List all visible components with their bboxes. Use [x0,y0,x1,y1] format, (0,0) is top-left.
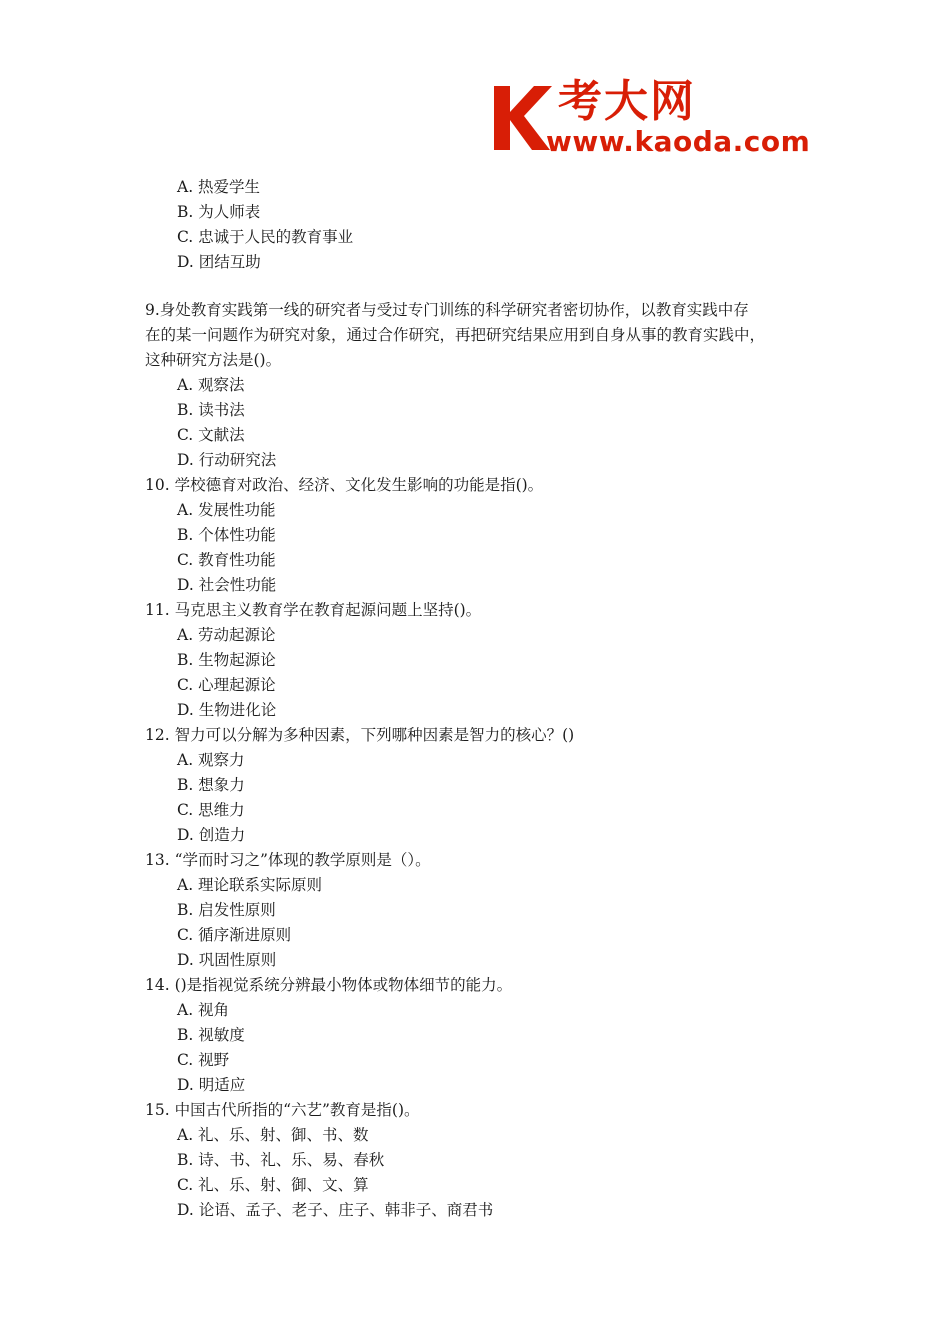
answer-option: A. 发展性功能 [177,501,276,519]
question-text: 9.身处教育实践第一线的研究者与受过专门训练的科学研究者密切协作，以教育实践中存 [145,301,749,319]
logo-k-icon [490,82,554,154]
question-text: 这种研究方法是()。 [145,351,282,369]
logo-chinese-text: 考大网 [558,76,696,127]
answer-option: C. 心理起源论 [177,676,276,694]
question-text: 11. 马克思主义教育学在教育起源问题上坚持()。 [145,601,482,619]
answer-option: C. 忠诚于人民的教育事业 [177,228,354,246]
question-text: 12. 智力可以分解为多种因素，下列哪种因素是智力的核心？() [145,726,575,744]
spacer [145,275,825,298]
answer-option: D. 行动研究法 [177,451,277,469]
answer-option: C. 思维力 [177,801,245,819]
answer-option: B. 诗、书、礼、乐、易、春秋 [177,1151,385,1169]
answer-option: A. 观察法 [177,376,245,394]
logo-url-text: www.kaoda.com [546,125,811,158]
answer-option: D. 生物进化论 [177,701,277,719]
answer-option: A. 礼、乐、射、御、书、数 [177,1126,369,1144]
answer-option: A. 理论联系实际原则 [177,876,323,894]
answer-option: B. 想象力 [177,776,245,794]
answer-option: B. 生物起源论 [177,651,276,669]
answer-option: B. 启发性原则 [177,901,276,919]
answer-option: D. 社会性功能 [177,576,277,594]
answer-option: D. 论语、孟子、老子、庄子、韩非子、商君书 [177,1201,494,1219]
answer-option: A. 观察力 [177,751,245,769]
answer-option: B. 读书法 [177,401,245,419]
question-text: 14. ()是指视觉系统分辨最小物体或物体细节的能力。 [145,976,513,994]
answer-option: A. 劳动起源论 [177,626,276,644]
question-text: 13. “学而时习之”体现的教学原则是（）。 [145,851,431,869]
question-text: 在的某一问题作为研究对象，通过合作研究，再把研究结果应用到自身从事的教育实践中， [145,326,766,344]
question-text: 15. 中国古代所指的“六艺”教育是指()。 [145,1101,420,1119]
question-text: 10. 学校德育对政治、经济、文化发生影响的功能是指()。 [145,476,544,494]
answer-option: C. 礼、乐、射、御、文、算 [177,1176,369,1194]
answer-option: B. 为人师表 [177,203,261,221]
answer-option: B. 视敏度 [177,1026,245,1044]
answer-option: C. 教育性功能 [177,551,276,569]
answer-option: A. 视角 [177,1001,230,1019]
kaoda-logo [490,76,811,162]
answer-option: C. 视野 [177,1051,230,1069]
answer-option: D. 创造力 [177,826,246,844]
answer-option: D. 团结互助 [177,253,261,271]
answer-option: D. 巩固性原则 [177,951,277,969]
answer-option: D. 明适应 [177,1076,246,1094]
answer-option: C. 文献法 [177,426,245,444]
answer-option: C. 循序渐进原则 [177,926,292,944]
answer-option: B. 个体性功能 [177,526,276,544]
question-list [145,175,825,1223]
answer-option: A. 热爱学生 [177,178,261,196]
